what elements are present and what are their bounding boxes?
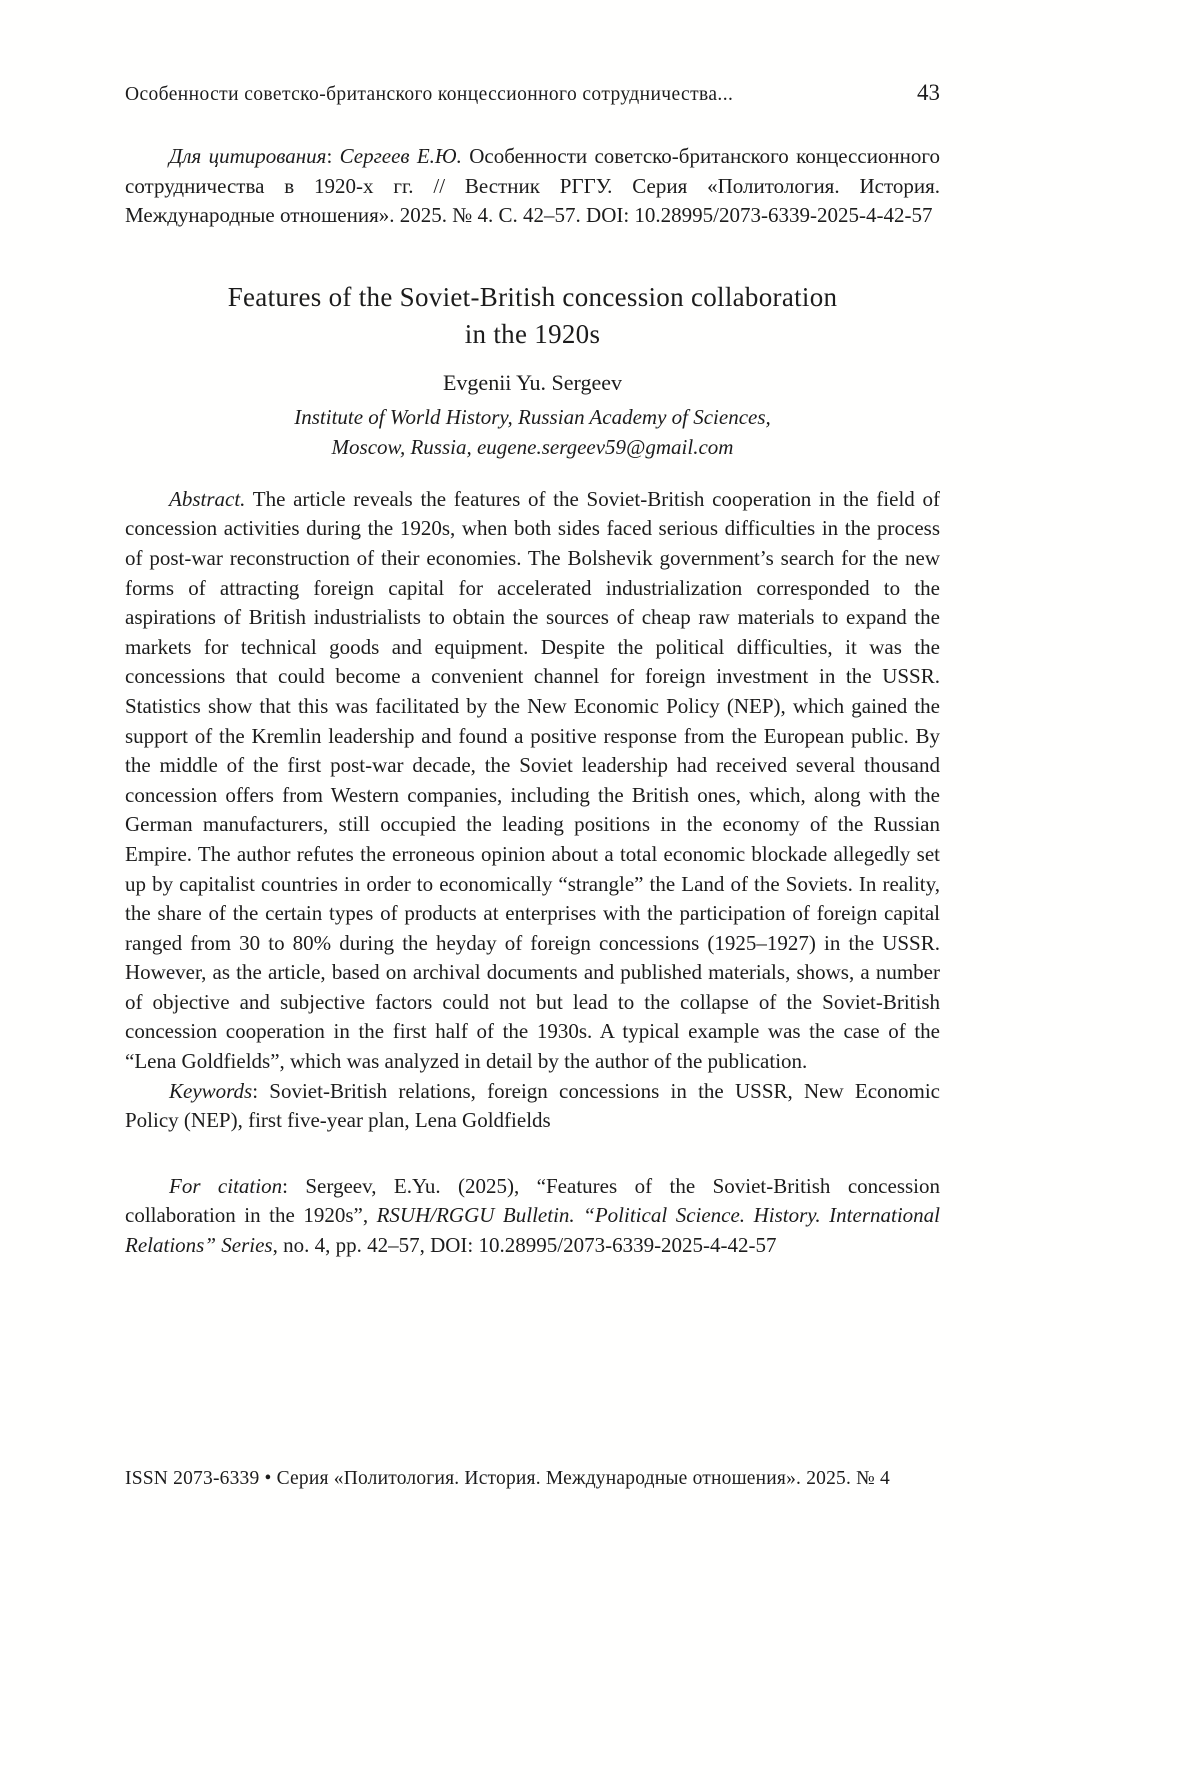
- keywords-paragraph: [125, 1077, 940, 1136]
- author-affiliation: [125, 402, 940, 462]
- citation-ru-author: Сергеев Е.Ю.: [339, 144, 462, 168]
- citation-en-pre: : Sergeev, E.Yu. (2025), “Features of the Soviet-British concession collaboration in the 1920s”,: [125, 1173, 940, 1228]
- citation-en-label: For citation: [169, 1173, 283, 1198]
- citation-en-journal: RSUH/RGGU Bulletin. “Political Science. History. International Relations” Series: [125, 1203, 941, 1258]
- affiliation-line2: Moscow, Russia, eugene.sergeev59@gmail.com: [331, 434, 734, 459]
- page-content: [125, 0, 940, 1261]
- author-name: Evgenii Yu. Sergeev: [442, 369, 623, 395]
- citation-ru-label: Для цитирования: [169, 144, 327, 168]
- article-title: [125, 279, 940, 353]
- keywords-label: Keywords: [169, 1078, 253, 1103]
- footer-issn-line: ISSN 2073-6339 • Серия «Политология. История. Международные отношения». 2025. № 4: [125, 1468, 890, 1489]
- citation-ru-text: Особенности советско-британского концессионного сотрудничества в 1920-х гг. // Вестник РГГУ. Серия «Политология. История. Международные отношения». 2025. № 4. С. 42–57. DOI: 10.28995/2073-6339-2025-4-42-57: [125, 144, 940, 228]
- running-title: Особенности советско-британского концессионного сотрудничества...: [125, 84, 734, 105]
- abstract-paragraph: [125, 485, 940, 1077]
- citation-ru-colon: :: [326, 144, 340, 168]
- citation-ru-paragraph: [125, 142, 940, 231]
- citation-en-post: , no. 4, pp. 42–57, DOI: 10.28995/2073-6339-2025-4-42-57: [272, 1233, 777, 1258]
- article-title-line1: Features of the Soviet-British concession collaboration: [227, 281, 838, 312]
- running-head: [125, 80, 940, 106]
- keywords-text: : Soviet-British relations, foreign concessions in the USSR, New Economic Policy (NEP), first five-year plan, Lena Goldfields: [125, 1078, 940, 1133]
- article-title-line2: in the 1920s: [464, 318, 601, 349]
- abstract-label: Abstract.: [169, 486, 246, 511]
- abstract-text: The article reveals the features of the Soviet-British cooperation in the field of concession activities during the 1920s, when both sides faced serious difficulties in the process of post-war reconstruction of their economies. The Bolshevik government’s search for the new forms of attracting foreign capital for accelerated industrialization corresponded to the aspirations of British industrialists to obtain the sources of cheap raw materials to expand the markets for technical goods and equipment. Despite the political difficulties, it was the concessions that could become a convenient channel for foreign investment in the USSR. Statistics show that this was facilitated by the New Economic Policy (NEP), which gained the support of the Kremlin leadership and found a positive response from the European public. By the middle of the first post-war decade, the Soviet leadership had received several thousand concession offers from Western companies, including the British ones, which, along with the German manufacturers, still occupied the leading positions in the economy of the Russian Empire. The author refutes the erroneous opinion about a total economic blockade allegedly set up by capitalist countries in order to economically “strangle” the Land of the Soviets. In reality, the share of the certain types of products at enterprises with the participation of foreign capital ranged from 30 to 80% during the heyday of foreign concessions (1925–1927) in the USSR. However, as the article, based on archival documents and published materials, shows, a number of objective and subjective factors could not but lead to the collapse of the Soviet-British concession cooperation in the first half of the 1930s. A typical example was the case of the “Lena Goldfields”, which was analyzed in detail by the author of the publication.: [125, 486, 940, 1074]
- affiliation-line1: Institute of World History, Russian Academy of Sciences,: [294, 404, 771, 429]
- citation-en-paragraph: [125, 1172, 940, 1261]
- page-number: 43: [917, 80, 940, 105]
- page-footer: [125, 1466, 940, 1492]
